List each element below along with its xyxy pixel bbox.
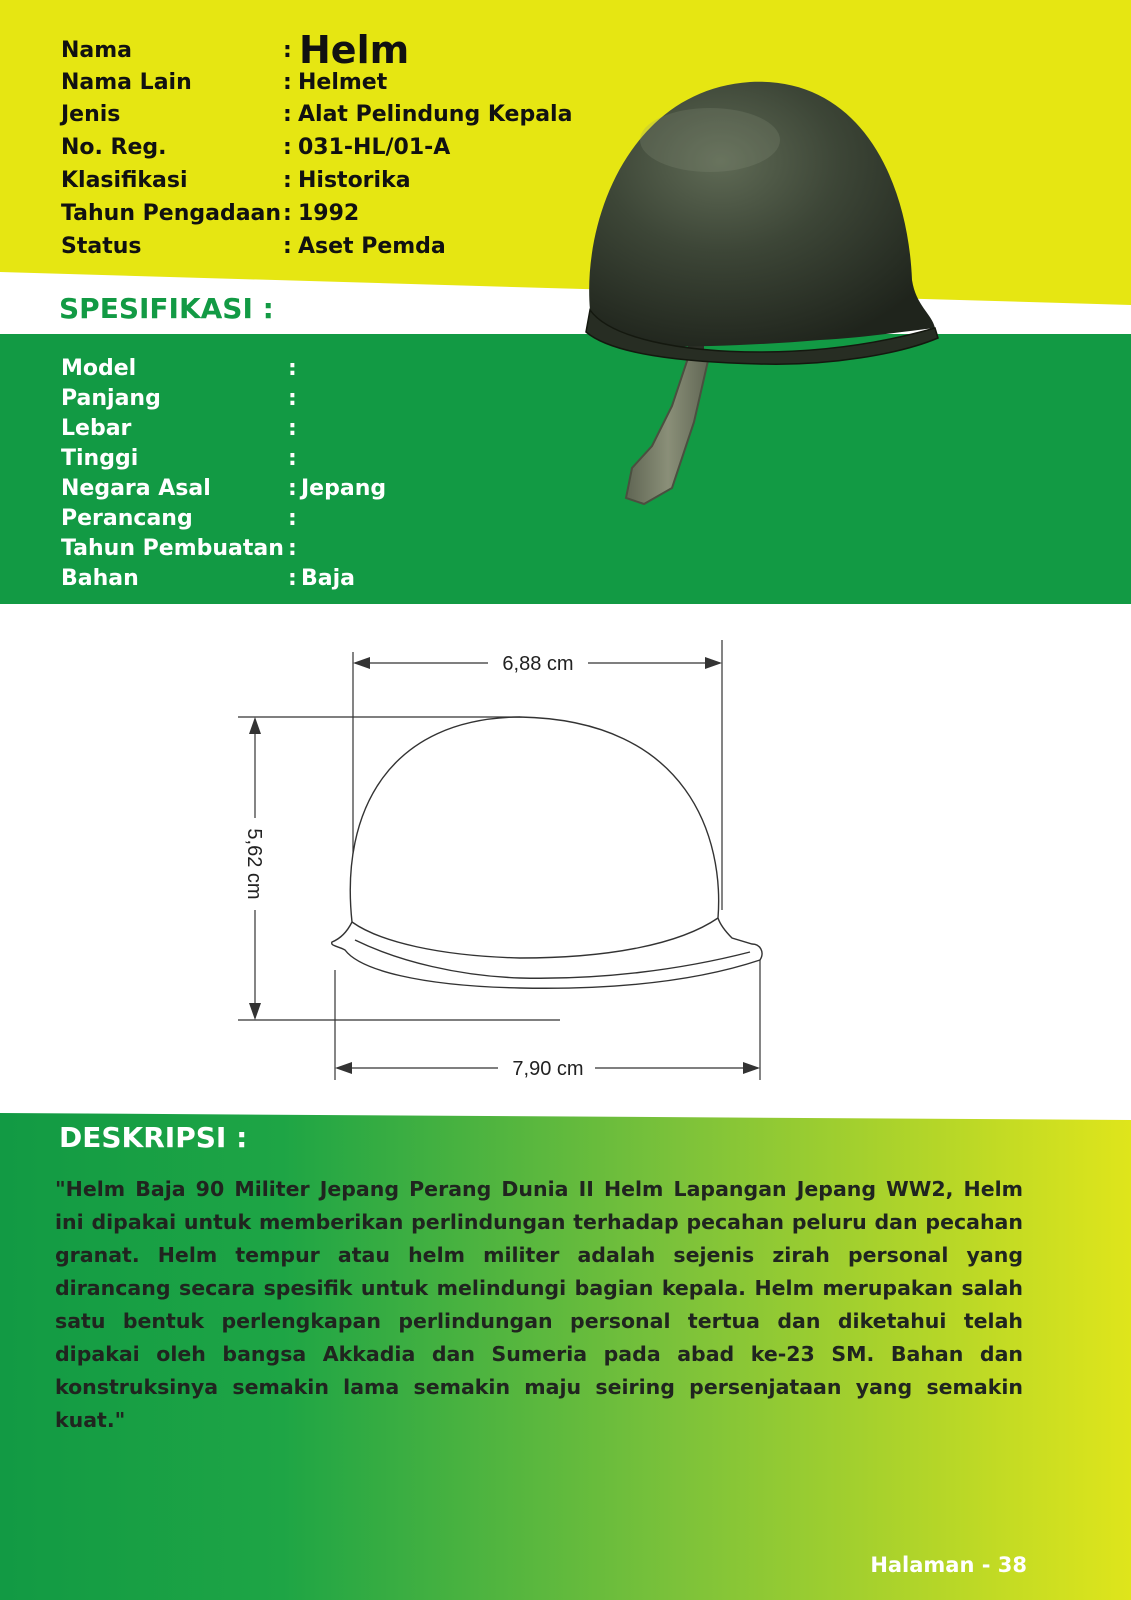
- object-name: Helm: [299, 28, 410, 72]
- dim-height: 5,62 cm: [243, 828, 265, 900]
- identity-value: Historika: [298, 168, 411, 193]
- description-text: "Helm Baja 90 Militer Jepang Perang Dunia II Helm Lapangan Jepang WW2, Helm ini dipakai untuk memberikan perlindungan terhadap pecahan peluru dan pecahan granat. Helm tempur atau helm militer adalah sejenis zirah personal yang dirancang secara spesifik untuk melindungi bagian kepala. Helm merupakan salah satu bentuk perlengkapan perlindungan personal tertua dan diketahui telah dipakai oleh bangsa Akkadia dan Sumeria pada abad ke-23 SM. Bahan dan konstruksinya semakin lama semakin maju seiring persenjataan yang semakin kuat.": [55, 1177, 1023, 1432]
- identity-value: 031-HL/01-A: [298, 135, 451, 160]
- identity-label: Tahun Pengadaan: [61, 201, 282, 226]
- identity-colon: :: [283, 201, 292, 226]
- identity-value: 1992: [298, 201, 360, 226]
- spec-label: Model: [61, 356, 137, 381]
- spec-value: Baja: [301, 566, 356, 591]
- identity-label: Nama: [61, 38, 133, 63]
- spesifikasi-heading: SPESIFIKASI :: [59, 292, 274, 325]
- identity-colon: :: [283, 38, 292, 63]
- dim-bottom-width: 7,90 cm: [512, 1058, 584, 1080]
- identity-value: Alat Pelindung Kepala: [298, 102, 573, 127]
- identity-colon: :: [283, 102, 292, 127]
- spec-colon: :: [288, 356, 297, 381]
- identity-colon: :: [283, 234, 292, 259]
- identity-colon: :: [283, 70, 292, 95]
- identity-colon: :: [283, 168, 292, 193]
- spec-colon: :: [288, 506, 297, 531]
- deskripsi-heading: DESKRIPSI :: [59, 1121, 248, 1154]
- spec-colon: :: [288, 476, 297, 501]
- identity-label: No. Reg.: [61, 135, 167, 160]
- spec-label: Tahun Pembuatan: [61, 536, 284, 561]
- spec-label: Lebar: [61, 416, 132, 441]
- page-number: Halaman - 38: [870, 1553, 1027, 1577]
- identity-label: Status: [61, 234, 142, 259]
- spec-label: Perancang: [61, 506, 193, 531]
- spec-label: Bahan: [61, 566, 139, 591]
- spec-colon: :: [288, 446, 297, 471]
- identity-colon: :: [283, 135, 292, 160]
- spec-label: Panjang: [61, 386, 161, 411]
- identity-label: Jenis: [61, 102, 121, 127]
- spec-label: Negara Asal: [61, 476, 211, 501]
- spec-colon: :: [288, 416, 297, 441]
- identity-label: Nama Lain: [61, 70, 192, 95]
- dim-top-width: 6,88 cm: [502, 653, 574, 675]
- spec-colon: :: [288, 536, 297, 561]
- spec-label: Tinggi: [61, 446, 139, 471]
- spec-colon: :: [288, 386, 297, 411]
- dimension-drawing: [220, 640, 780, 1090]
- identity-label: Klasifikasi: [61, 168, 188, 193]
- spec-colon: :: [288, 566, 297, 591]
- identity-value: Aset Pemda: [298, 234, 446, 259]
- helmet-photo: [560, 70, 960, 520]
- spec-value: Jepang: [301, 476, 387, 501]
- identity-value: Helmet: [298, 70, 388, 95]
